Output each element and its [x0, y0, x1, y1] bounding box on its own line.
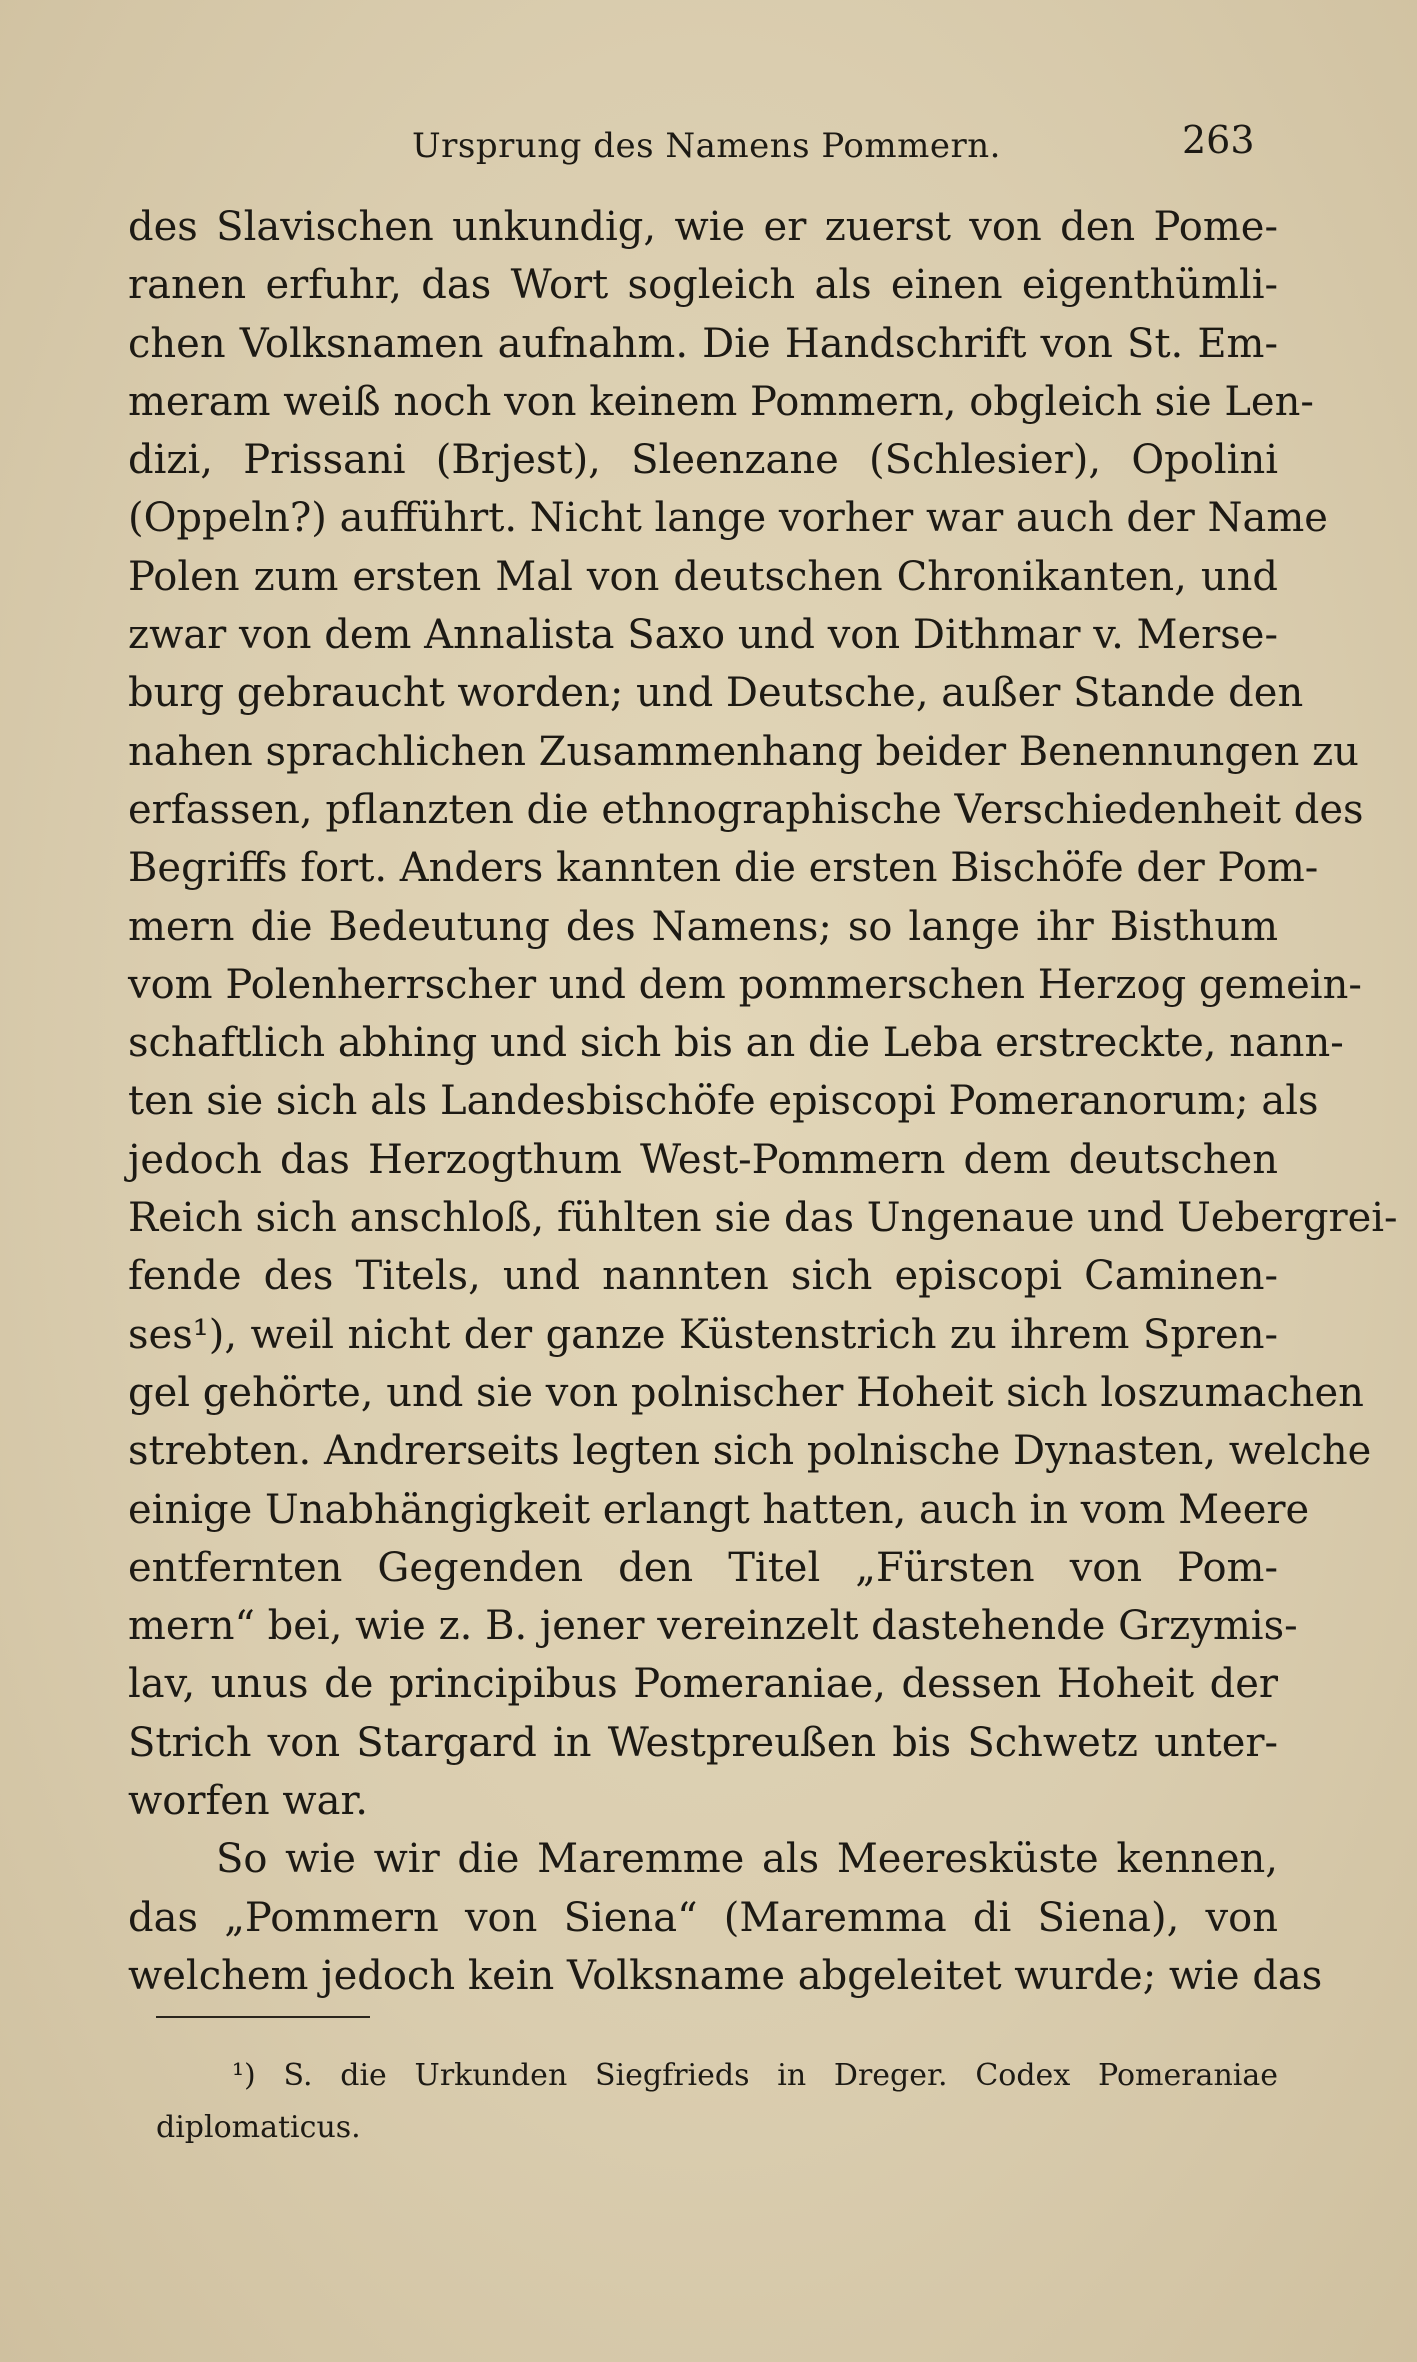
text-line-paragraph-start: So wie wir die Maremme als Meeresküste kennen, — [216, 1836, 1278, 1883]
text-line: burg gebraucht worden; und Deutsche, außer Stande den — [128, 670, 1304, 717]
text-line: das „Pommern von Siena“ (Maremma di Siena), von — [128, 1894, 1278, 1941]
text-line: ranen erfuhr, das Wort sogleich als einen eigenthümli- — [128, 262, 1278, 309]
page-number: 263 — [1182, 118, 1255, 162]
text-line: (Oppeln?) aufführt. Nicht lange vorher war auch der Name — [128, 495, 1328, 542]
text-line: einige Unabhängigkeit erlangt hatten, auch in vom Meere — [128, 1486, 1310, 1533]
text-line: fende des Titels, und nannten sich episcopi Caminen- — [128, 1253, 1278, 1300]
text-line: des Slavischen unkundig, wie er zuerst von den Pome- — [128, 204, 1278, 250]
text-line: zwar von dem Annalista Saxo und von Dithmar v. Merse- — [128, 612, 1278, 659]
text-line: ses¹), weil nicht der ganze Küstenstrich zu ihrem Spren- — [128, 1311, 1278, 1358]
text-line: erfassen, pflanzten die ethnographische Verschiedenheit des — [128, 786, 1364, 833]
text-line: nahen sprachlichen Zusammenhang beider Benennungen zu — [128, 728, 1359, 775]
text-line: chen Volksnamen aufnahm. Die Handschrift von St. Em- — [128, 320, 1278, 367]
text-line: Strich von Stargard in Westpreußen bis Schwetz unter- — [128, 1719, 1278, 1766]
text-line: lav, unus de principibus Pomeraniae, dessen Hoheit der — [128, 1661, 1278, 1708]
footnotes — [156, 2050, 1278, 2154]
text-line: meram weiß noch von keinem Pommern, obgleich sie Len- — [128, 378, 1314, 425]
text-line: dizi, Prissani (Brjest), Sleenzane (Schlesier), Opolini — [128, 437, 1278, 484]
footnote-line: diplomaticus. — [156, 2110, 361, 2145]
body-text — [128, 198, 1398, 2005]
text-line: jedoch das Herzogthum West-Pommern dem deutschen — [128, 1136, 1278, 1183]
page-header — [0, 118, 1417, 178]
footnote-line: ¹) S. die Urkunden Siegfrieds in Dreger. Codex Pomeraniae — [232, 2058, 1278, 2093]
footnote-divider — [156, 2016, 370, 2018]
text-line: Reich sich anschloß, fühlten sie das Ungenaue und Uebergrei- — [128, 1195, 1398, 1242]
text-line: mern“ bei, wie z. B. jener vereinzelt dastehende Grzymis- — [128, 1603, 1298, 1650]
text-line: vom Polenherrscher und dem pommerschen Herzog gemein- — [128, 961, 1362, 1008]
text-line-paragraph-end: worfen war. — [128, 1778, 368, 1825]
text-line: entfernten Gegenden den Titel „Fürsten von Pom- — [128, 1544, 1278, 1591]
text-line: strebten. Andrerseits legten sich polnische Dynasten, welche — [128, 1428, 1372, 1475]
text-line: Begriffs fort. Anders kannten die ersten Bischöfe der Pom- — [128, 845, 1319, 892]
text-line: welchem jedoch kein Volksname abgeleitet wurde; wie das — [128, 1952, 1323, 1999]
running-title: Ursprung des Namens Pommern. — [412, 126, 1001, 166]
text-line: mern die Bedeutung des Namens; so lange ihr Bisthum — [128, 903, 1278, 950]
text-line: ten sie sich als Landesbischöfe episcopi Pomeranorum; als — [128, 1078, 1319, 1125]
text-line: Polen zum ersten Mal von deutschen Chronikanten, und — [128, 553, 1278, 600]
text-line: gel gehörte, und sie von polnischer Hoheit sich loszumachen — [128, 1369, 1364, 1416]
text-line: schaftlich abhing und sich bis an die Leba erstreckte, nann- — [128, 1020, 1344, 1067]
